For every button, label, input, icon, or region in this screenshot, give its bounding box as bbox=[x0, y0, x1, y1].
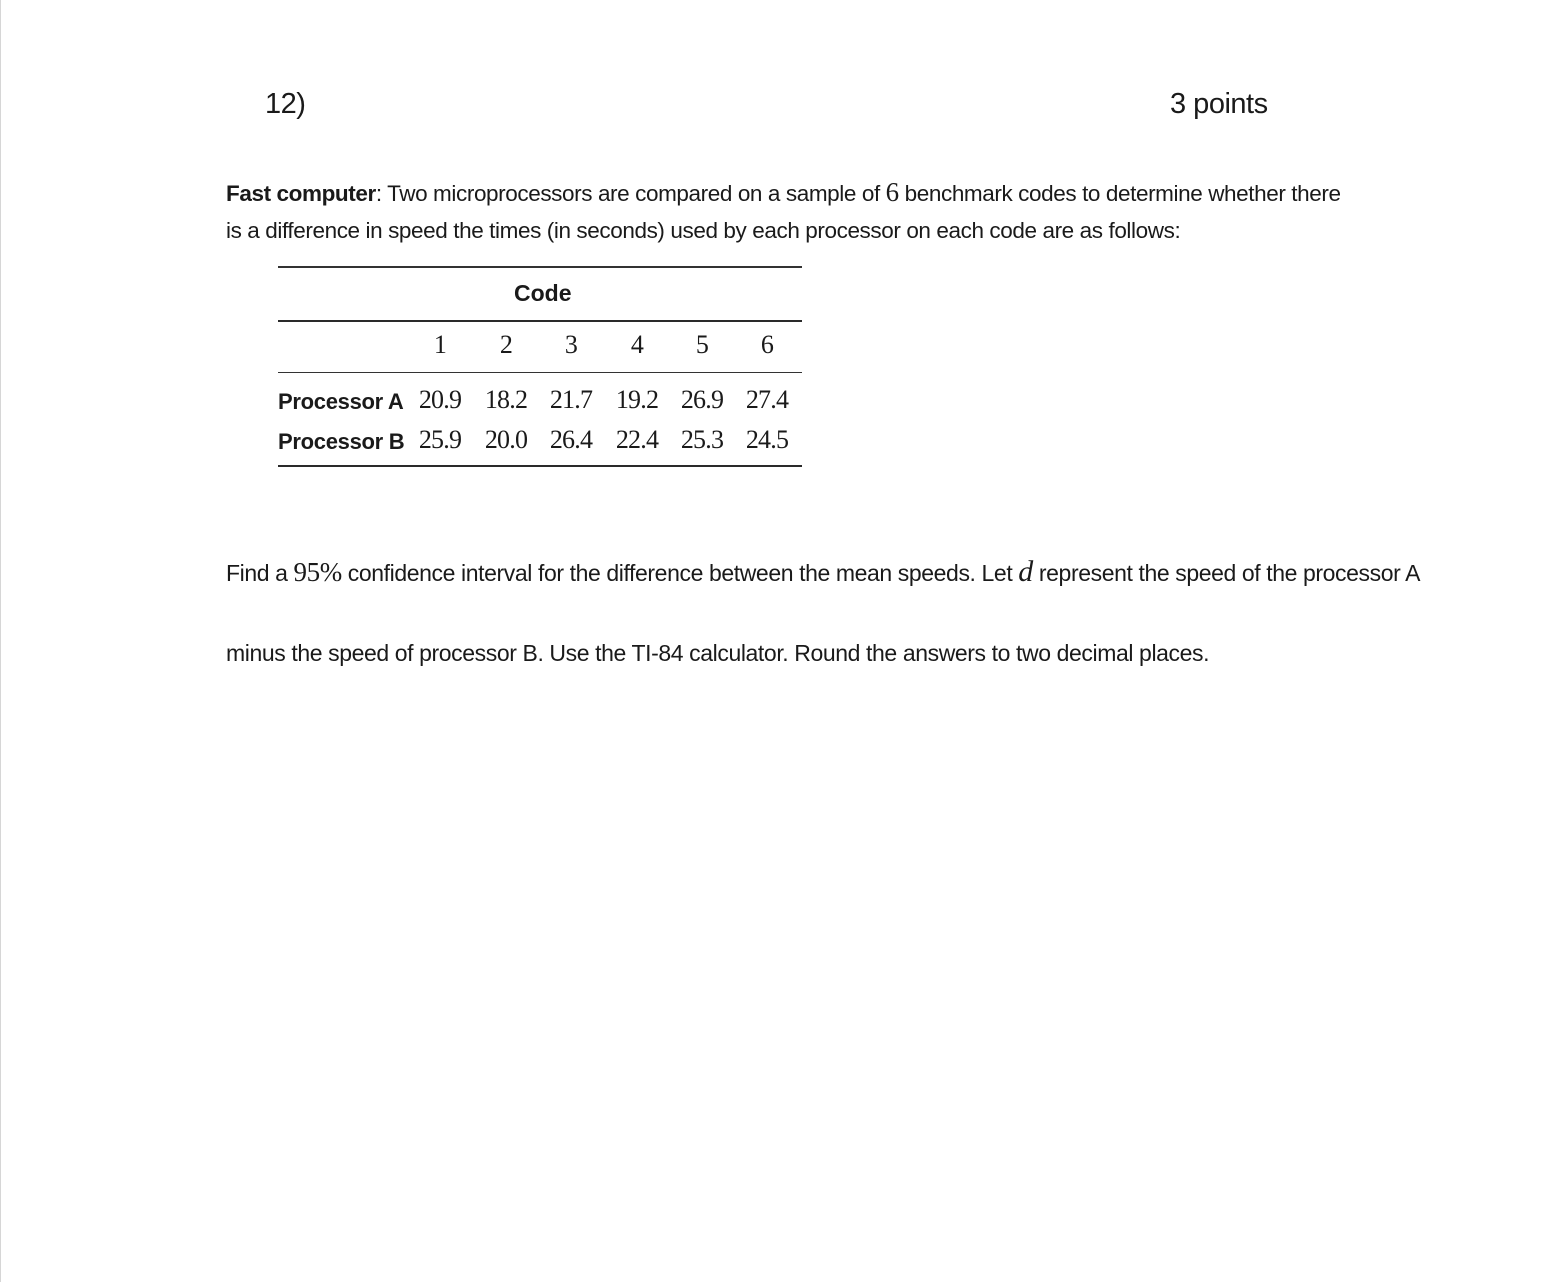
question-points: 3 points bbox=[1170, 88, 1268, 120]
table-cell: 26.9 bbox=[680, 385, 724, 414]
question-text-1: Find a bbox=[226, 560, 294, 586]
question-text-2: confidence interval for the difference between the mean speeds. Let bbox=[341, 560, 1019, 586]
table-cell: 20.0 bbox=[484, 425, 528, 454]
table-group-header bbox=[278, 268, 802, 320]
row-label: Processor A bbox=[278, 389, 404, 414]
problem-title: Fast computer bbox=[226, 181, 376, 206]
question-text bbox=[226, 532, 1426, 693]
column-header: 1 bbox=[433, 329, 447, 359]
table-cell: 20.9 bbox=[418, 385, 462, 414]
table-cell: 24.5 bbox=[745, 425, 789, 454]
code-header-label: Code bbox=[514, 279, 572, 306]
table-cell: 25.3 bbox=[680, 425, 724, 454]
column-header: 4 bbox=[630, 329, 644, 359]
table-cell: 18.2 bbox=[484, 385, 528, 414]
question-text-3: represent the speed of the processor A minus the speed of processor B. Use the TI-84 calculator. Round the answers to two decimal places. bbox=[226, 560, 1419, 666]
confidence-level: 95% bbox=[293, 557, 342, 587]
question-number: 12) bbox=[265, 88, 306, 120]
variable-d: d bbox=[1018, 555, 1033, 588]
column-header: 3 bbox=[564, 329, 578, 359]
benchmark-table bbox=[278, 266, 802, 467]
table-cell: 22.4 bbox=[615, 425, 659, 454]
table-cell: 21.7 bbox=[549, 385, 593, 414]
column-header: 2 bbox=[499, 329, 513, 359]
intro-text-1: : Two microprocessors are compared on a sample of bbox=[375, 181, 886, 206]
intro-text-2: benchmark codes to determine whether there is a difference in speed the times (in seconds) used by each processor on each code are as follows: bbox=[226, 181, 1341, 243]
page-left-border bbox=[0, 0, 1, 1282]
table-cell: 27.4 bbox=[745, 385, 789, 414]
sample-size: 6 bbox=[885, 177, 899, 207]
table-column-headers bbox=[278, 322, 802, 372]
table-cell: 25.9 bbox=[418, 425, 462, 454]
table-row bbox=[278, 373, 802, 417]
column-header: 5 bbox=[695, 329, 709, 359]
table-cell: 19.2 bbox=[615, 385, 659, 414]
table-cell: 26.4 bbox=[549, 425, 593, 454]
table-row bbox=[278, 417, 802, 465]
table-bottom-rule bbox=[278, 465, 802, 467]
row-label: Processor B bbox=[278, 429, 405, 454]
column-header: 6 bbox=[760, 329, 774, 359]
problem-intro bbox=[226, 174, 1356, 249]
